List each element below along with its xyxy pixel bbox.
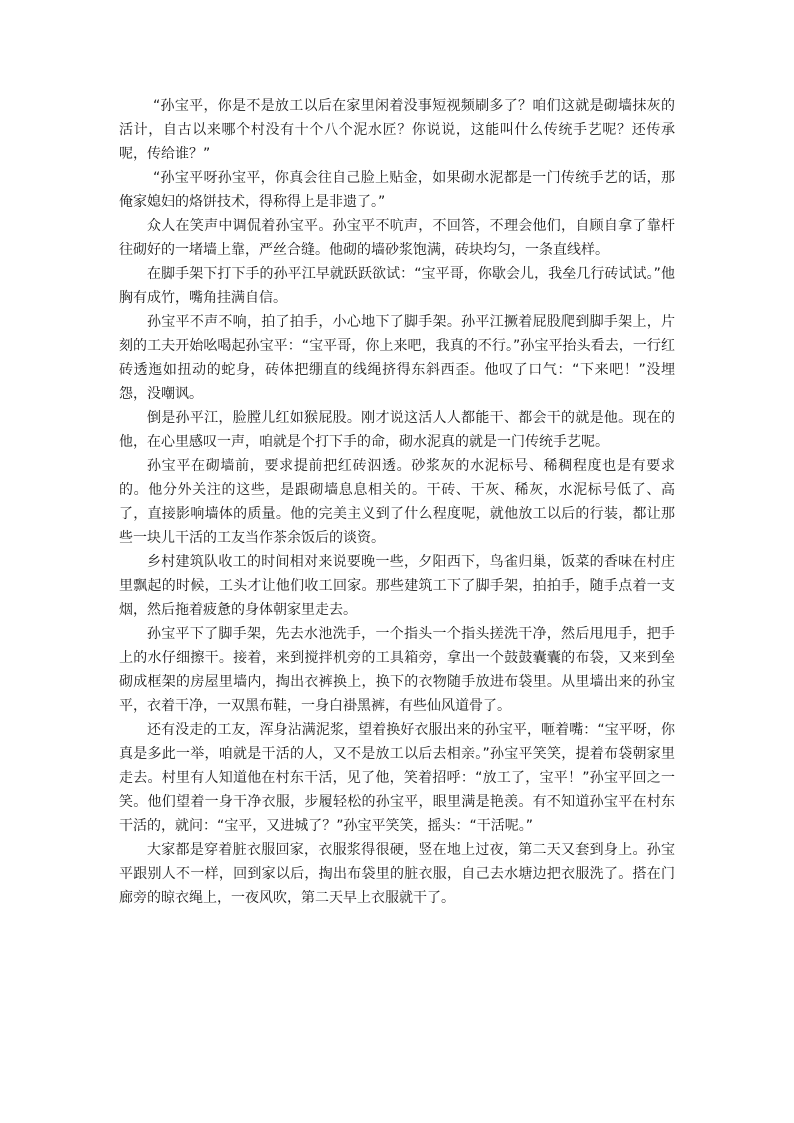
paragraph: 大家都是穿着脏衣服回家，衣服浆得很硬，竖在地上过夜，第二天又套到身上。孙宝平跟别人不一样，回到家以后，掏出布袋里的脏衣服，自己去水塘边把衣服洗了。搭在门廊旁的晾衣绳上，一夜风吹，第二天早上衣服就干了。 xyxy=(119,842,675,906)
paragraph: 孙宝平在砌墙前，要求提前把红砖泅透。砂浆灰的水泥标号、稀稠程度也是有要求的。他分外关注的这些，是跟砌墙息息相关的。干砖、干灰、稀灰，水泥标号低了、高了，直接影响墙体的质量。他的完美主义到了什么程度呢，就他放工以后的行装，都让那些一块儿干活的工友当作茶余饭后的谈资。 xyxy=(119,458,675,546)
paragraph: 倒是孙平江，脸膛儿红如猴屁股。刚才说这活人人都能干、都会干的就是他。现在的他，在心里感叹一声，咱就是个打下手的命，砌水泥真的就是一门传统手艺呢。 xyxy=(119,410,675,450)
paragraph: “孙宝平呀孙宝平，你真会往自己脸上贴金，如果砌水泥都是一门传统手艺的话，那俺家媳妇的烙饼技术，得称得上是非遗了。” xyxy=(119,170,675,210)
paragraph: 孙宝平下了脚手架，先去水池洗手，一个指头一个指头搓洗干净，然后甩甩手，把手上的水仔细擦干。接着，来到搅拌机旁的工具箱旁，拿出一个鼓鼓囊囊的布袋，又来到垒砌成框架的房屋里墙内，掏出衣裤换上，换下的衣物随手放进布袋里。从里墙出来的孙宝平，衣着干净，一双黑布鞋，一身白褂黑裤，有些仙风道骨了。 xyxy=(119,626,675,714)
paragraph: 还有没走的工友，浑身沾满泥浆，望着换好衣服出来的孙宝平，咂着嘴：“宝平呀，你真是多此一举，咱就是干活的人，又不是放工以后去相亲。”孙宝平笑笑，提着布袋朝家里走去。村里有人知道他在村东干活，见了他，笑着招呼：“放工了，宝平！”孙宝平回之一笑。他们望着一身干净衣服，步履轻松的孙宝平，眼里满是艳羡。有不知道孙宝平在村东干活的，就问：“宝平，又进城了？”孙宝平笑笑，摇头：“干活呢。” xyxy=(119,722,675,834)
paragraph: “孙宝平，你是不是放工以后在家里闲着没事短视频刷多了？咱们这就是砌墙抹灰的活计，自古以来哪个村没有十个八个泥水匠？你说说，这能叫什么传统手艺呢？还传承呢，传给谁？” xyxy=(119,98,675,162)
article-body xyxy=(119,94,675,910)
paragraph: 众人在笑声中调侃着孙宝平。孙宝平不吭声，不回答，不理会他们，自顾自拿了靠杆往砌好的一堵墙上靠，严丝合缝。他砌的墙砂浆饱满，砖块均匀，一条直线样。 xyxy=(119,218,675,258)
paragraph: 孙宝平不声不响，拍了拍手，小心地下了脚手架。孙平江撅着屁股爬到脚手架上，片刻的工夫开始吆喝起孙宝平：“宝平哥，你上来吧，我真的不行。”孙宝平抬头看去，一行红砖透迤如扭动的蛇身，砖体把绷直的线绳挤得东斜西歪。他叹了口气：“下来吧！”没埋怨，没嘲讽。 xyxy=(119,314,675,402)
paragraph: 乡村建筑队收工的时间相对来说要晚一些，夕阳西下，鸟雀归巢，饭菜的香味在村庄里飘起的时候，工头才让他们收工回家。那些建筑工下了脚手架，拍拍手，随手点着一支烟，然后拖着疲惫的身体朝家里走去。 xyxy=(119,554,675,618)
paragraph: 在脚手架下打下手的孙平江早就跃跃欲试：“宝平哥，你歇会儿，我垒几行砖试试。”他胸有成竹，嘴角挂满自信。 xyxy=(119,266,675,306)
